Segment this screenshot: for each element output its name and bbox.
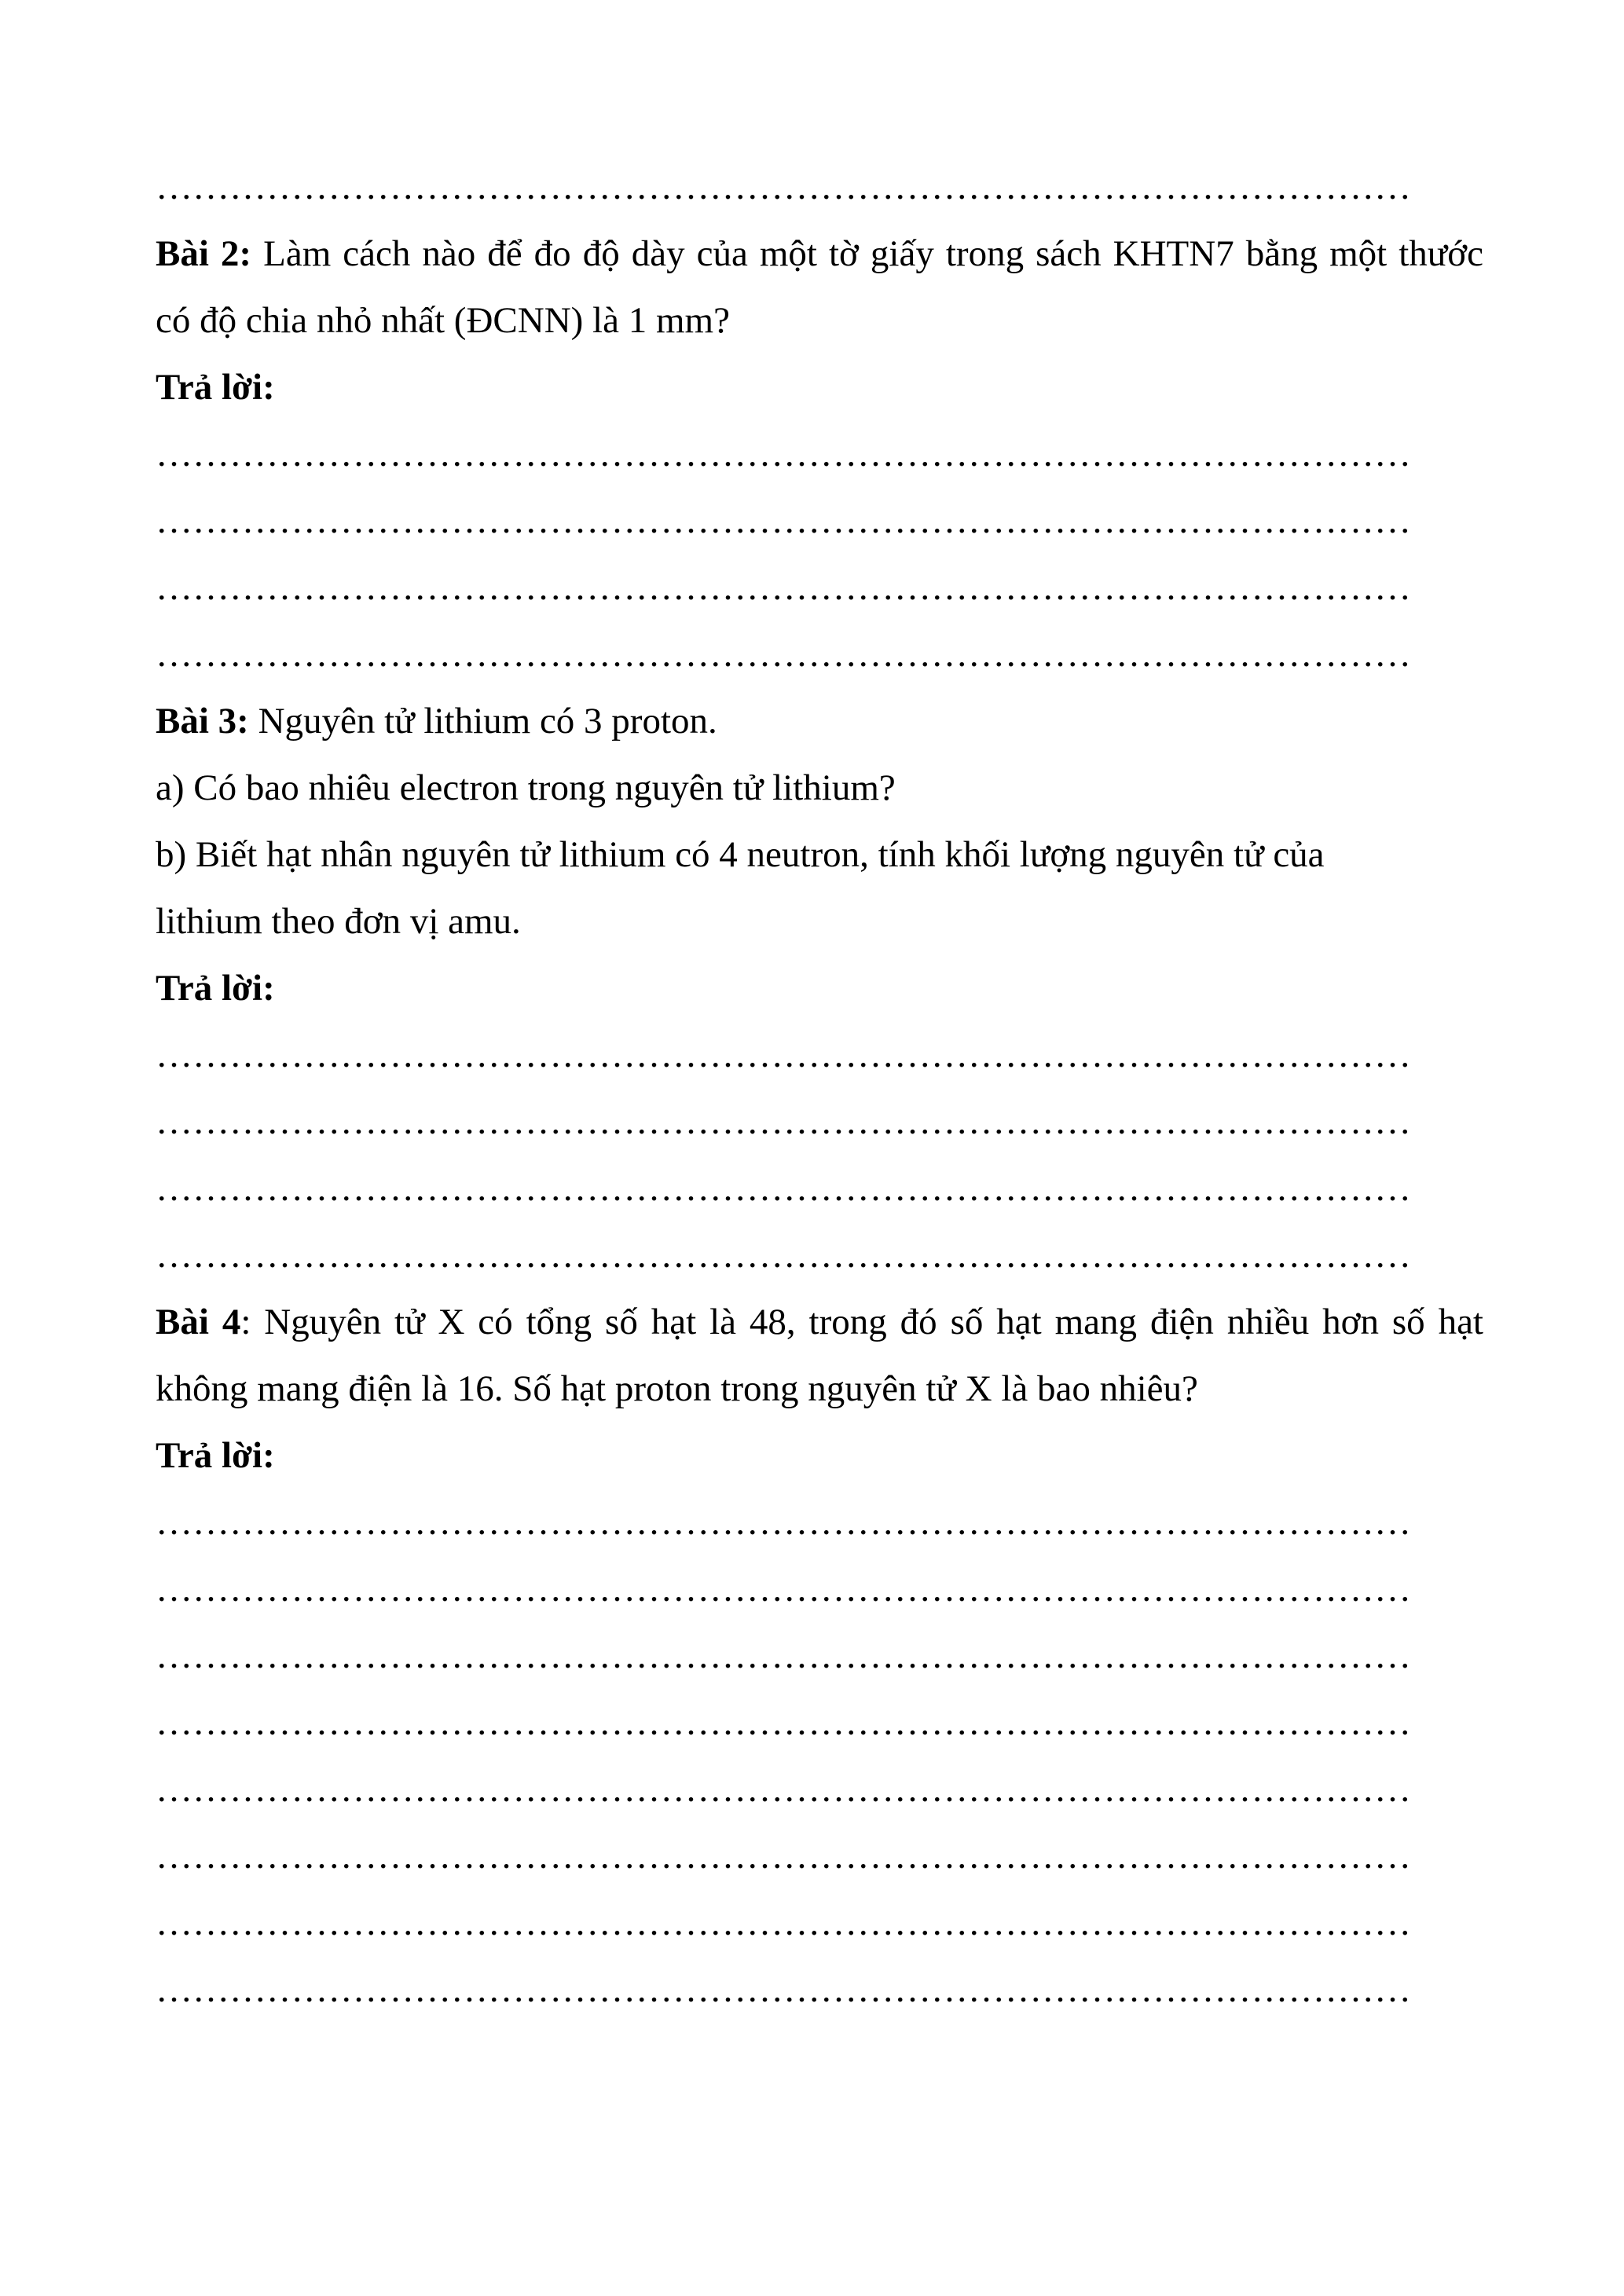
exercise-3-part-b-line-2: lithium theo đơn vị amu.: [156, 901, 521, 942]
answer-line: …………………………………………………………………………………………: [156, 634, 1411, 675]
answer-line: …………………………………………………………………………………………: [156, 1502, 1411, 1543]
answer-line: …………………………………………………………………………………………: [156, 434, 1411, 474]
answer-line: …………………………………………………………………………………………: [156, 1635, 1411, 1676]
answer-line: …………………………………………………………………………………………: [156, 167, 1411, 207]
exercise-2-text-1: Làm cách nào để đo độ dày của một tờ giấy trong sách KHTN7 bằng một thước: [251, 233, 1483, 274]
answer-line: …………………………………………………………………………………………: [156, 1702, 1411, 1743]
exercise-3-part-b-line-1: b) Biết hạt nhân nguyên tử lithium có 4 neutron, tính khối lượng nguyên tử của: [156, 834, 1325, 875]
answer-line: …………………………………………………………………………………………: [156, 500, 1411, 541]
exercise-4-answer-label: Trả lời:: [156, 1435, 275, 1476]
answer-line: …………………………………………………………………………………………: [156, 1235, 1411, 1276]
exercise-2-question-line-1: [156, 221, 1483, 287]
exercise-3-answer-label: Trả lời:: [156, 968, 275, 1009]
answer-line: …………………………………………………………………………………………: [156, 1902, 1411, 1943]
exercise-3-part-a: a) Có bao nhiêu electron trong nguyên tử lithium?: [156, 767, 896, 808]
exercise-3-question-line: [156, 688, 1483, 755]
answer-line: …………………………………………………………………………………………: [156, 1101, 1411, 1142]
worksheet-content: [156, 154, 1483, 2023]
exercise-4-text-1: : Nguyên tử X có tổng số hạt là 48, trong đó số hạt mang điện nhiều hơn số hạt: [240, 1302, 1483, 1342]
answer-line: …………………………………………………………………………………………: [156, 1034, 1411, 1075]
exercise-4-question-line-1: [156, 1289, 1483, 1356]
exercise-4-label: Bài 4: [156, 1302, 241, 1342]
exercise-2-answer-label: Trả lời:: [156, 367, 275, 408]
exercise-2-label: Bài 2:: [156, 233, 252, 274]
exercise-3-text: Nguyên tử lithium có 3 proton.: [248, 701, 717, 742]
answer-line: …………………………………………………………………………………………: [156, 1569, 1411, 1609]
answer-line: …………………………………………………………………………………………: [156, 567, 1411, 608]
answer-line: …………………………………………………………………………………………: [156, 1769, 1411, 1810]
answer-line: …………………………………………………………………………………………: [156, 1836, 1411, 1877]
answer-line: …………………………………………………………………………………………: [156, 1168, 1411, 1209]
exercise-2-question-line-2: có độ chia nhỏ nhất (ĐCNN) là 1 mm?: [156, 300, 730, 341]
exercise-4-question-line-2: không mang điện là 16. Số hạt proton trong nguyên tử X là bao nhiêu?: [156, 1368, 1198, 1409]
answer-line: …………………………………………………………………………………………: [156, 1969, 1411, 2010]
exercise-3-label: Bài 3:: [156, 701, 249, 742]
